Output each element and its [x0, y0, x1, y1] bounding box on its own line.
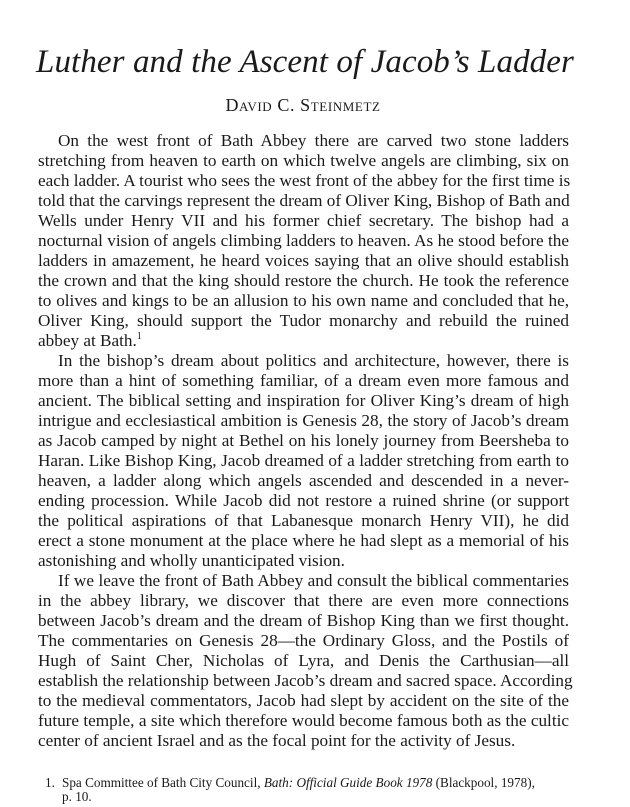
text-line: the crown and that the king should restore the church. He took the reference — [38, 271, 569, 290]
text-line: center of ancient Israel and as the focal point for the activity of Jesus. — [38, 731, 516, 750]
text-line: ending procession. While Jacob did not restore a ruined shrine (or support — [38, 491, 569, 510]
footnote-text: Spa Committee of Bath City Council, — [62, 775, 264, 790]
article-body — [38, 131, 573, 751]
footnote-book-title: Bath: Official Guide Book 1978 — [263, 775, 433, 790]
text-line: erect a stone monument at the place where he had slept as a memorial of his — [38, 531, 569, 550]
footnote-1 — [45, 776, 570, 804]
paragraph-1 — [38, 131, 569, 351]
text-line: In the bishop’s dream about politics and architecture, however, there is — [58, 351, 569, 370]
text-line: ancient. The biblical setting and inspiration for Oliver King’s dream of high — [38, 391, 569, 410]
text-line: Wells under Henry VII and his former chief secretary. The bishop had a — [38, 211, 569, 230]
text-line: told that the carvings represent the dream of Oliver King, Bishop of Bath and — [38, 191, 570, 210]
text-line: Haran. Like Bishop King, Jacob dreamed of a ladder stretching from earth to — [38, 451, 569, 470]
text-line: more than a hint of something familiar, of a dream even more famous and — [38, 371, 569, 390]
text-line: astonishing and wholly unanticipated vision. — [38, 551, 345, 570]
text-line: establish the relationship between Jacob’s dream and sacred space. According — [38, 671, 573, 690]
text-line: each ladder. A tourist who sees the west front of the abbey for the first time is — [38, 171, 571, 190]
footnote-continuation: p. 10. — [62, 789, 92, 804]
text-line: The commentaries on Genesis 28—the Ordinary Gloss, and the Postils of — [38, 631, 569, 650]
paragraph-3 — [38, 571, 573, 751]
text-line: Hugh of Saint Cher, Nicholas of Lyra, and Denis the Carthusian—all — [38, 651, 569, 670]
text-line: in the abbey library, we discover that there are even more connections — [38, 591, 569, 610]
paragraph-2 — [38, 351, 569, 571]
text-line: stretching from heaven to earth on which twelve angels are climbing, six on — [38, 151, 569, 170]
text-line — [38, 331, 569, 351]
text-line: to the medieval commentators, Jacob had slept by accident on the site of the — [38, 691, 569, 710]
footnote-reference[interactable]: 1 — [136, 331, 142, 342]
text-fragment: abbey at Bath. — [38, 331, 137, 350]
text-line: to olives and kings to be an allusion to his own name and concluded that he, — [38, 291, 569, 310]
text-line: nocturnal vision of angels climbing ladders to heaven. As he stood before the — [38, 231, 569, 250]
text-line: between Jacob’s dream and the dream of Bishop King than we first thought. — [38, 611, 569, 630]
text-line: heaven, a ladder along which angels ascended and descended in a never- — [38, 471, 569, 490]
text-line: as Jacob camped by night at Bethel on his lonely journey from Beersheba to — [38, 431, 569, 450]
text-line: intrigue and ecclesiastical ambition is Genesis 28, the story of Jacob’s dream — [38, 411, 569, 430]
text-line: If we leave the front of Bath Abbey and consult the biblical commentaries — [58, 571, 569, 590]
footnote-number: 1. — [45, 775, 55, 790]
article-author: David C. Steinmetz — [225, 95, 381, 115]
text-line: future temple, a site which therefore would become famous both as the cultic — [38, 711, 569, 730]
footnote-text-after: (Blackpool, 1978), — [432, 775, 535, 790]
article-title: Luther and the Ascent of Jacob’s Ladder — [36, 44, 574, 80]
text-line: the political aspirations of that Labanesque monarch Henry VII), he did — [38, 511, 569, 530]
text-line: ladders in amazement, he heard voices saying that an olive should establish — [38, 251, 569, 270]
text-line: Oliver King, should support the Tudor monarchy and rebuild the ruined — [38, 311, 569, 330]
text-line: On the west front of Bath Abbey there are carved two stone ladders — [58, 131, 569, 150]
